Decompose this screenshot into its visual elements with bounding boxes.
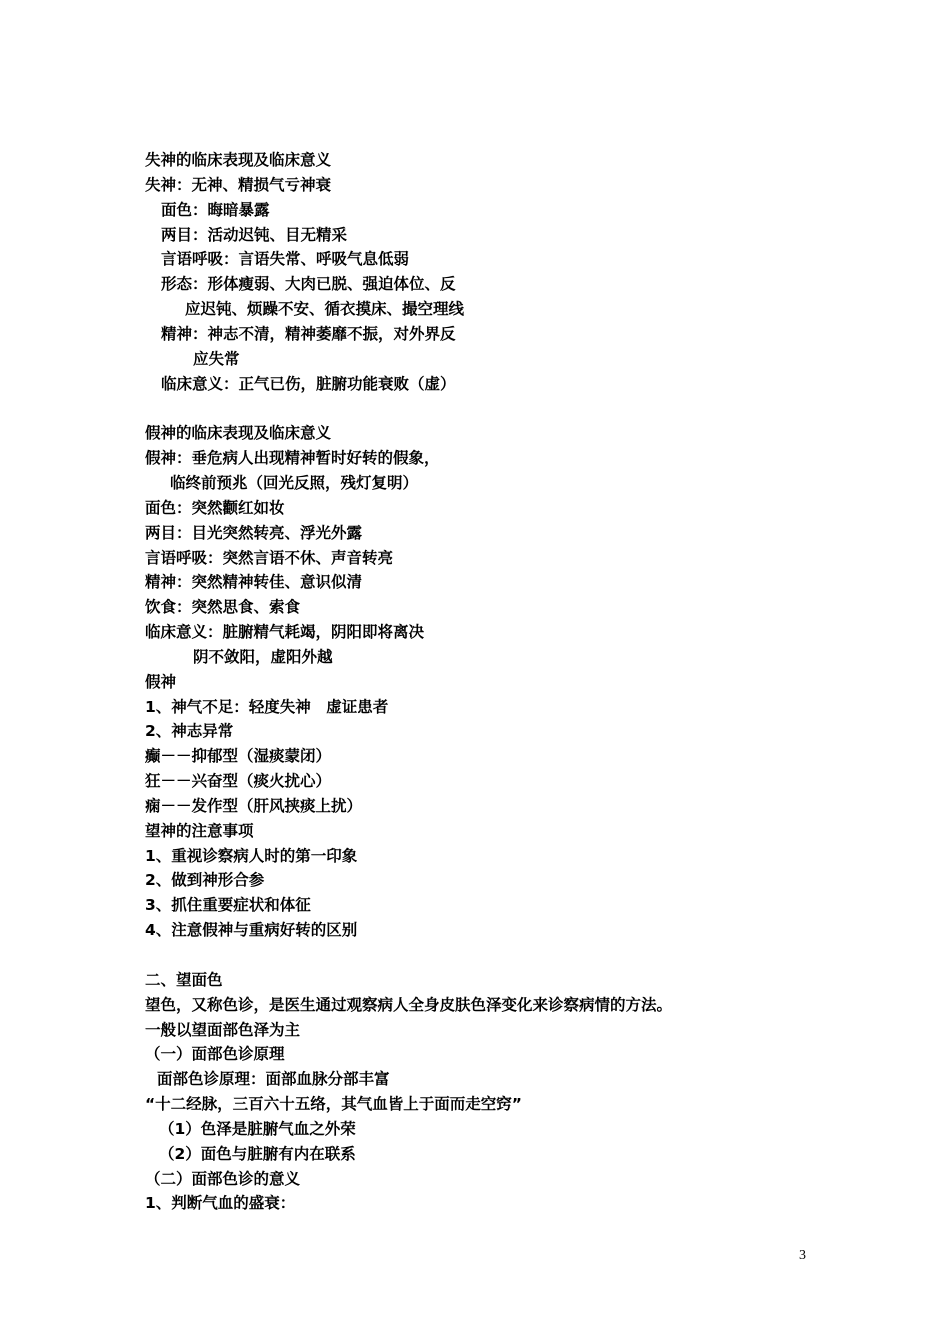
text-line: 临床意义：脏腑精气耗竭，阴阳即将离决: [145, 623, 425, 642]
text-line: 阴不敛阳，虚阳外越: [193, 647, 333, 666]
subsection-heading: （二）面部色诊的意义: [145, 1169, 301, 1188]
list-item: （2）面色与脏腑有内在联系: [159, 1144, 356, 1163]
document-body: [145, 148, 865, 1216]
subsection-heading: （一）面部色诊原理: [145, 1045, 285, 1064]
text-line: 临终前预兆（回光反照，残灯复明）: [170, 473, 419, 492]
blank-line: [145, 396, 865, 421]
blank-line: [145, 943, 865, 968]
section-heading: 望神的注意事项: [145, 821, 254, 840]
list-item: 1、判断气血的盛衰：: [145, 1194, 296, 1213]
section-heading: 假神的临床表现及临床意义: [145, 424, 332, 443]
text-line: 失神：无神、精损气亏神衰: [145, 175, 332, 194]
text-line: 一般以望面部色泽为主: [145, 1020, 301, 1039]
text-line: 应迟钝、烦躁不安、循衣摸床、撮空理线: [185, 300, 465, 319]
list-item: 1、神气不足：轻度失神 虚证患者: [145, 697, 389, 716]
text-line: 狂－－兴奋型（痰火扰心）: [145, 772, 332, 791]
text-line: 饮食：突然思食、索食: [145, 598, 301, 617]
page-number: 3: [799, 1248, 806, 1263]
text-line: 两目：目光突然转亮、浮光外露: [145, 523, 363, 542]
list-item: 2、做到神形合参: [145, 871, 265, 890]
text-line: 言语呼吸：言语失常、呼吸气息低弱: [161, 250, 410, 269]
text-line: 精神：突然精神转佳、意识似清: [145, 573, 363, 592]
section-heading: 失神的临床表现及临床意义: [145, 151, 332, 169]
text-line: 癫－－抑郁型（湿痰蒙闭）: [145, 747, 332, 766]
text-line: 两目：活动迟钝、目无精采: [161, 225, 348, 244]
list-item: 2、神志异常: [145, 722, 234, 741]
section-heading: 假神: [145, 672, 177, 691]
text-line: 形态：形体瘦弱、大肉已脱、强迫体位、反: [161, 275, 456, 294]
text-line: 临床意义：正气已伤，脏腑功能衰败（虚）: [161, 374, 456, 393]
text-line: 应失常: [193, 349, 240, 368]
text-line: 假神：垂危病人出现精神暂时好转的假象，: [145, 449, 440, 468]
text-line: 精神：神志不清，精神萎靡不振，对外界反: [161, 324, 456, 343]
text-line: 面色：突然颧红如妆: [145, 498, 285, 517]
text-line: 言语呼吸：突然言语不休、声音转亮: [145, 548, 394, 567]
text-line: 面部色诊原理：面部血脉分部丰富: [157, 1070, 390, 1089]
list-item: （1）色泽是脏腑气血之外荣: [159, 1119, 356, 1138]
quote-line: “十二经脉，三百六十五络，其气血皆上于面而走空窍”: [145, 1095, 522, 1114]
list-item: 4、注意假神与重病好转的区别: [145, 921, 358, 940]
list-item: 1、重视诊察病人时的第一印象: [145, 846, 358, 865]
text-line: 痫－－发作型（肝风挟痰上扰）: [145, 796, 363, 815]
section-heading: 二、望面色: [145, 970, 223, 989]
text-line: 面色：晦暗暴露: [161, 200, 270, 219]
list-item: 3、抓住重要症状和体征: [145, 896, 311, 915]
text-line: 望色，又称色诊，是医生通过观察病人全身皮肤色泽变化来诊察病情的方法。: [145, 995, 673, 1014]
